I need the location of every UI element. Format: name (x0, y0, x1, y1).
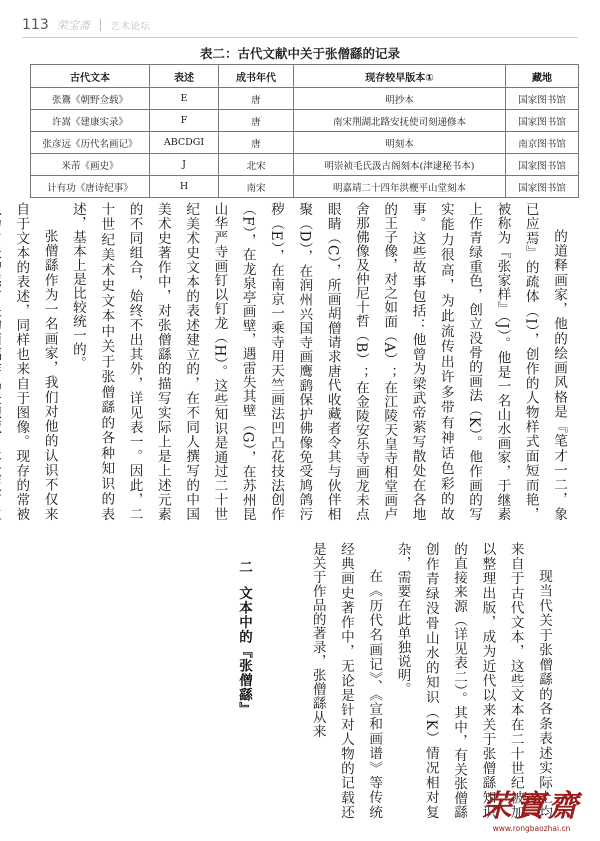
body-paragraph: 现当代关于张僧繇的各条表述实际上均来自于古代文本，这些文本在二十世纪被加以整理出版，成为近代以来关于张僧繇知识的直接来源（详见表二）。其中，有关张僧繇创作青绿没骨山水的知识（K）情况相对复杂，需要在此单独说明。 (394, 542, 552, 819)
table-row (31, 176, 579, 198)
cell-expression: H (150, 176, 219, 198)
table-row (31, 132, 579, 154)
watermark (474, 790, 589, 833)
cell-expression: E (150, 88, 219, 110)
body-paragraph: 的道释画家，他的绘画风格是『笔才一二，象已应焉』的疏体（I），创作的人物样式面短而艳，被称为『张家样』（J）。他是一名山水画家，于继素上作青绿重色，创立没骨的画法（K）。他作画的写实能力很高，为此流传出许多带有神话色彩的故事。这些故事包括：他曾为梁武帝萦写散处在各地的王子像，对之如面（A）；在江陵天皇寺相堂画卢舍那佛像及仲尼十哲（B）；在金陵安乐寺画龙未点眼睛（C），所画胡僧请求唐代收藏者令其与伙伴相聚（D），在润州兴国寺画鹰鹞保护佛像免受鸠鸽污秽（E），在南京一乘寺用天竺画法凹凸花技法创作（F），在龙泉亭画壁，遇雷失其壁（G），在苏州昆山华严寺画钉以钉龙（H）。这些知识是通过二十世纪美术史文本的表述建立的，在不同人撰写的中国美术史著作中，对张僧繇的描写实际上是上述元素的不同组合，始终不出其外，详见表一。因此，二十世纪美术史文本中关于张僧繇的各种知识的表述，基本上是比较统一的。 (69, 202, 567, 521)
cell-library: 国家图书馆 (506, 88, 579, 110)
cell-library: 国家图书馆 (506, 110, 579, 132)
column-header: 现存较早版本① (294, 65, 506, 88)
cell-library: 南京图书馆 (506, 132, 579, 154)
publication-name: 荣宝斋 (56, 19, 90, 32)
table-title: 表二：古代文献中关于张僧繇的记录 (199, 46, 400, 61)
column-header: 古代文本 (31, 65, 150, 88)
cell-edition: 明崇祯毛氏汲古阁刻本(津逮秘书本) (294, 154, 506, 176)
cell-text: 许嵩《建康实录》 (31, 110, 150, 132)
cell-expression: F (150, 110, 219, 132)
section-title: 文本中的『张僧繇』 (236, 586, 252, 717)
cell-edition: 明嘉靖二十四年洪楩平山堂刻本 (294, 176, 506, 198)
column-header: 成书年代 (219, 65, 294, 88)
table-row (31, 88, 579, 110)
cell-era: 唐 (219, 132, 294, 154)
cell-expression: ABCDGI (150, 132, 219, 154)
column-header: 藏地 (506, 65, 579, 88)
cell-era: 唐 (219, 88, 294, 110)
cell-edition: 明抄本 (294, 88, 506, 110)
page-number: 113 (22, 17, 49, 33)
header-rule (22, 37, 578, 38)
body-paragraph: 张僧繇作为一名画家，我们对他的认识不仅来自于文本的表述，同样也来自于图像。现存的常被 (13, 202, 58, 521)
cell-text: 张彦远《历代名画记》 (31, 132, 150, 154)
cell-library: 国家图书馆 (506, 176, 579, 198)
cell-expression: J (150, 154, 219, 176)
body-text-upper (13, 202, 573, 521)
header-divider (100, 19, 101, 31)
section-number: 二 (236, 560, 252, 575)
cell-era: 北宋 (219, 154, 294, 176)
records-table (30, 64, 579, 198)
cell-edition: 明刻本 (294, 132, 506, 154)
body-paragraph: 在《历代名画记》、《宣和画谱》等传统经典画史著作中，无论是针对人物的记载还是关于作品的著录，张僧繇从来 (309, 542, 383, 819)
section-name: 艺术论坛 (110, 21, 151, 32)
running-header (22, 14, 151, 36)
table-row (31, 154, 579, 176)
cell-text: 计有功《唐诗纪事》 (31, 176, 150, 198)
cell-text: 米芾《画史》 (31, 154, 150, 176)
cell-library: 国家图书馆 (506, 154, 579, 176)
cell-era: 南宋 (219, 176, 294, 198)
brand-logo: 荣寶齋 (482, 789, 581, 824)
cell-era: 唐 (219, 110, 294, 132)
watermark-url: www.rongbaozhai.cn (492, 824, 571, 833)
cell-text: 张鷟《朝野佥载》 (31, 88, 150, 110)
cell-edition: 南宋荆湖北路安抚使司刻递修本 (294, 110, 506, 132)
column-header: 表述 (150, 65, 219, 88)
table-row (31, 110, 579, 132)
body-text-lower (48, 542, 558, 819)
table-header-row (31, 65, 579, 88)
